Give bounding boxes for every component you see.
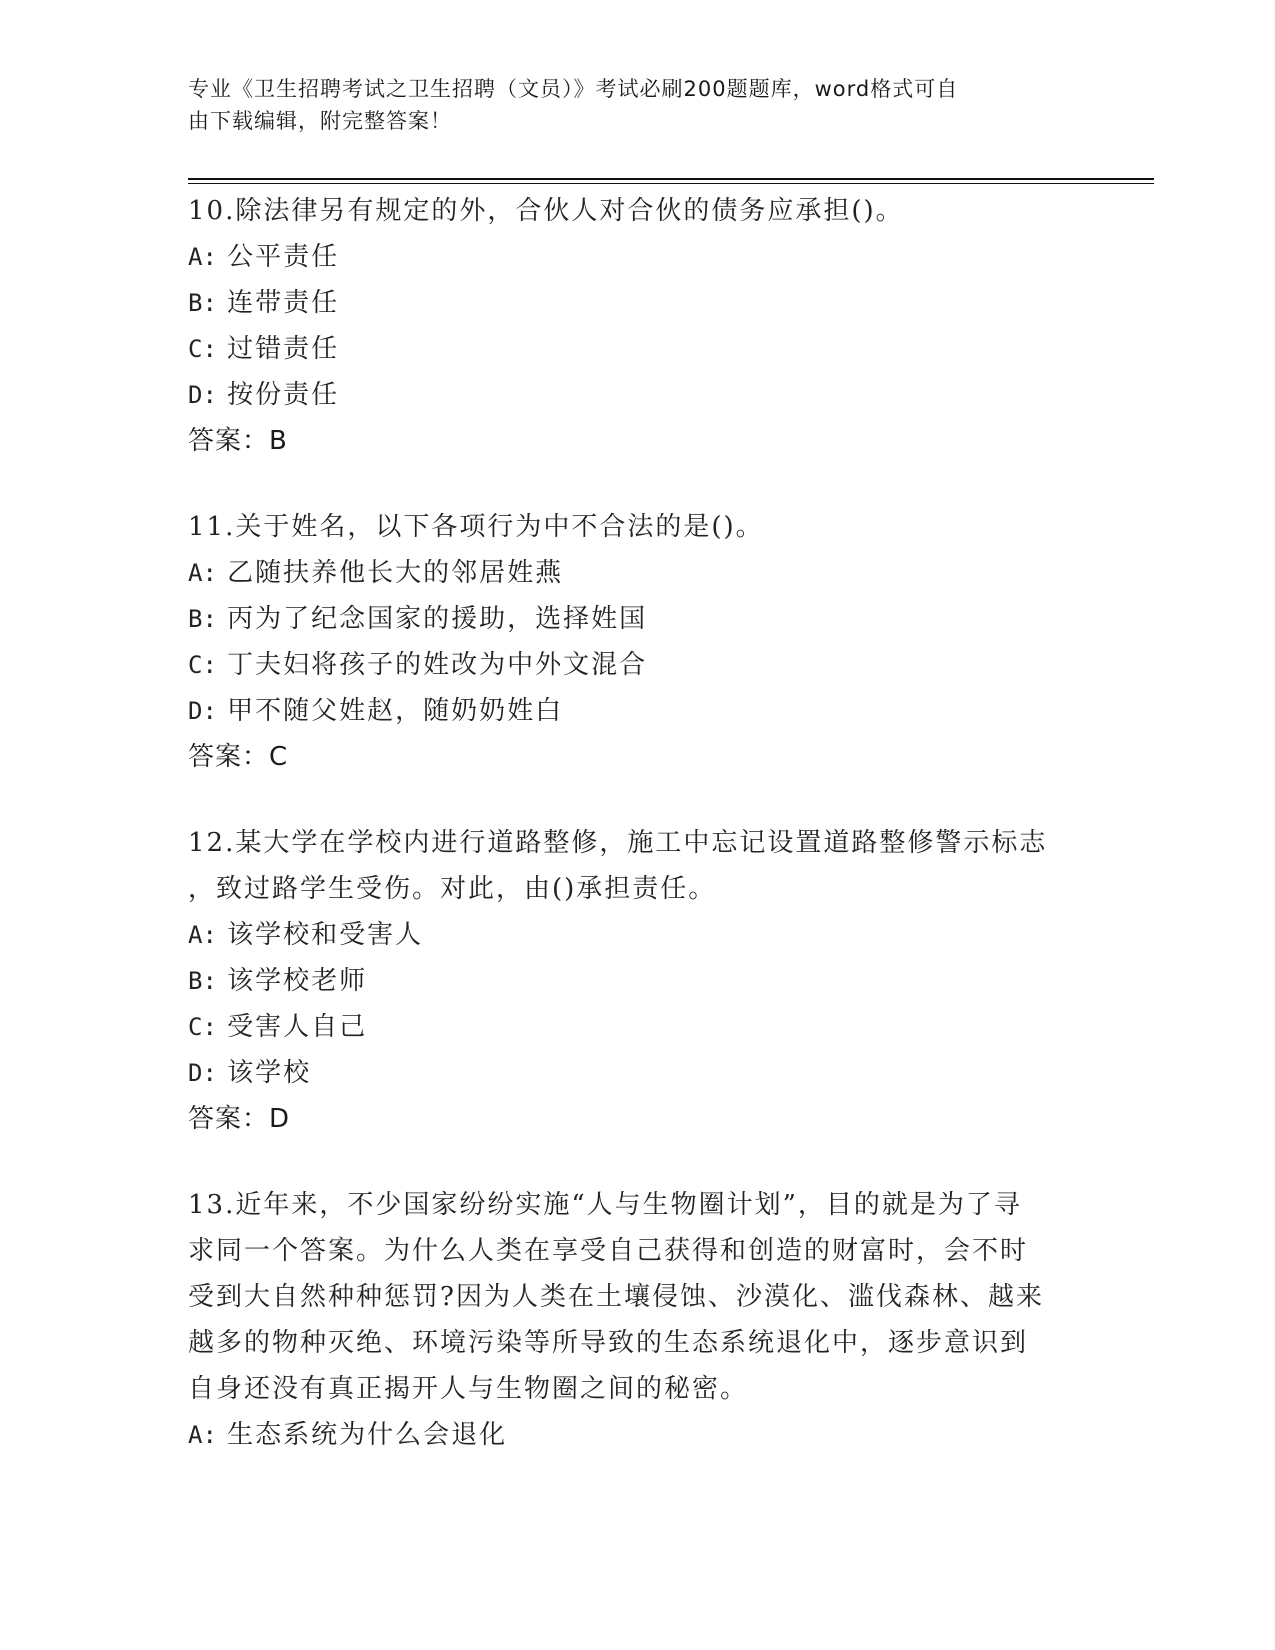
option-text: 该学校和受害人	[227, 920, 424, 950]
question-stem-line: 自身还没有真正揭开人与生物圈之间的秘密。	[188, 1374, 749, 1404]
option-b	[188, 958, 1088, 1004]
option-d	[188, 688, 1088, 734]
option-letter: B:	[188, 967, 217, 995]
option-letter: A:	[188, 559, 217, 587]
header-line-1: 专业《卫生招聘考试之卫生招聘（文员）》考试必刷200题题库，word格式可自	[188, 77, 959, 101]
option-b	[188, 280, 1088, 326]
question-list	[188, 188, 1088, 1498]
option-letter: A:	[188, 1421, 217, 1449]
option-b	[188, 596, 1088, 642]
option-text: 连带责任	[227, 288, 340, 318]
option-text: 丙为了纪念国家的援助，选择姓国	[227, 604, 648, 634]
option-c	[188, 1004, 1088, 1050]
option-letter: D:	[188, 697, 217, 725]
question-13	[188, 1182, 1088, 1458]
answer-line: 答案：B	[188, 426, 288, 456]
option-text: 按份责任	[227, 380, 340, 410]
question-11	[188, 504, 1088, 780]
option-text: 该学校老师	[227, 966, 368, 996]
option-letter: C:	[188, 1013, 217, 1041]
option-text: 过错责任	[227, 334, 340, 364]
option-a	[188, 912, 1088, 958]
question-stem-line: 12.某大学在学校内进行道路整修，施工中忘记设置道路整修警示标志	[188, 828, 1048, 858]
option-text: 公平责任	[227, 242, 340, 272]
header-line-2: 由下载编辑，附完整答案！	[188, 109, 452, 133]
option-text: 生态系统为什么会退化	[227, 1420, 508, 1450]
option-a	[188, 234, 1088, 280]
option-d	[188, 1050, 1088, 1096]
question-stem-line: 求同一个答案。为什么人类在享受自己获得和创造的财富时，会不时	[188, 1236, 1029, 1266]
option-letter: A:	[188, 921, 217, 949]
question-stem-line: 受到大自然种种惩罚?因为人类在土壤侵蚀、沙漠化、滥伐森林、越来	[188, 1282, 1044, 1312]
question-stem-line: 11.关于姓名，以下各项行为中不合法的是()。	[188, 512, 764, 542]
option-c	[188, 326, 1088, 372]
option-letter: B:	[188, 289, 217, 317]
question-stem-line: ，致过路学生受伤。对此，由()承担责任。	[188, 874, 717, 904]
question-stem-line: 10.除法律另有规定的外，合伙人对合伙的债务应承担()。	[188, 196, 904, 226]
answer-line: 答案：D	[188, 1104, 291, 1134]
option-d	[188, 372, 1088, 418]
option-letter: B:	[188, 605, 217, 633]
question-10	[188, 188, 1088, 464]
option-a	[188, 1412, 1088, 1458]
header-rule-thick	[188, 178, 1154, 180]
option-letter: D:	[188, 381, 217, 409]
option-letter: C:	[188, 335, 217, 363]
answer-line: 答案：C	[188, 742, 289, 772]
option-letter: D:	[188, 1059, 217, 1087]
option-letter: C:	[188, 651, 217, 679]
option-text: 丁夫妇将孩子的姓改为中外文混合	[227, 650, 648, 680]
option-text: 受害人自己	[227, 1012, 368, 1042]
option-a	[188, 550, 1088, 596]
option-letter: A:	[188, 243, 217, 271]
question-stem-line: 越多的物种灭绝、环境污染等所导致的生态系统退化中，逐步意识到	[188, 1328, 1029, 1358]
question-stem-line: 13.近年来，不少国家纷纷实施“人与生物圈计划”，目的就是为了寻	[188, 1190, 1022, 1220]
header-rule-thin	[188, 183, 1154, 184]
option-text: 乙随扶养他长大的邻居姓燕	[227, 558, 564, 588]
question-12	[188, 820, 1088, 1142]
option-text: 该学校	[227, 1058, 312, 1088]
option-c	[188, 642, 1088, 688]
document-header	[188, 73, 1068, 137]
option-text: 甲不随父姓赵，随奶奶姓白	[227, 696, 564, 726]
